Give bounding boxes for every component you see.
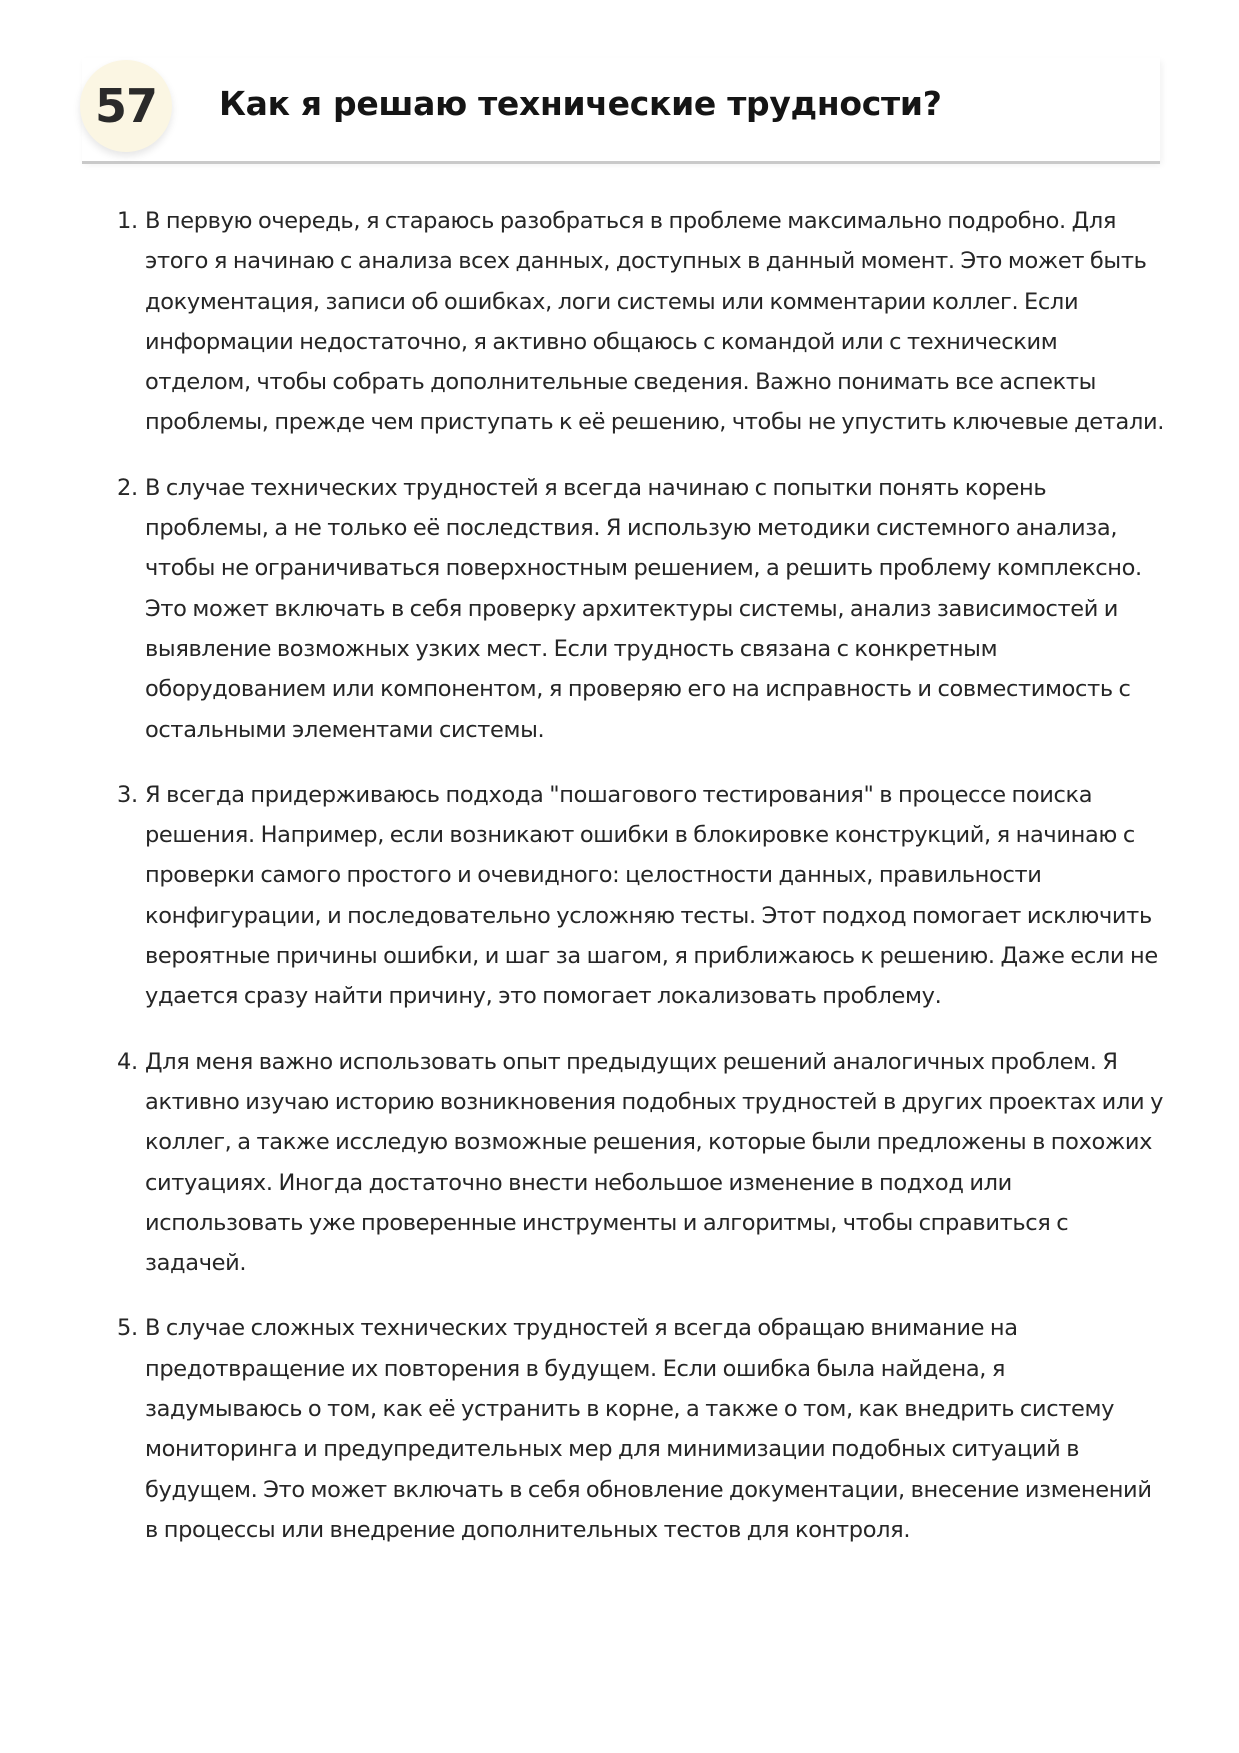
answer-item-1	[116, 201, 1168, 443]
question-number: 57	[94, 79, 157, 133]
answer-item-4	[116, 1042, 1168, 1284]
answer-marker: 4.	[117, 1048, 138, 1075]
answer-list	[116, 201, 1168, 1575]
answer-marker: 5.	[117, 1315, 138, 1342]
answer-marker: 3.	[117, 781, 138, 808]
header-divider	[82, 161, 1160, 164]
answer-text: Я всегда придерживаюсь подхода "пошагового тестирования" в процессе поиска решения. Например, если возникают ошибки в блокировке конструкций, я начинаю с проверки самого простого и очевидного: целостности данных, правильности конфигурации, и последовательно усложняю тесты. Этот подход помогает исключить вероятные причины ошибки, и шаг за шагом, я приближаюсь к решению. Даже если не удается сразу найти причину, это помогает локализовать проблему.	[145, 781, 1158, 1010]
answer-marker: 2.	[117, 474, 138, 501]
answer-item-3	[116, 775, 1168, 1017]
answer-item-2	[116, 468, 1168, 750]
question-number-badge	[80, 60, 172, 152]
answer-item-5	[116, 1308, 1168, 1550]
answer-marker: 1.	[117, 208, 138, 234]
question-title: Как я решаю технические трудности?	[219, 84, 942, 123]
answer-text: Для меня важно использовать опыт предыдущих решений аналогичных проблем. Я активно изучаю историю возникновения подобных трудностей в других проектах или у коллег, а также исследую возможные решения, которые были предложены в похожих ситуациях. Иногда достаточно внести небольшое изменение в подход или использовать уже проверенные инструменты и алгоритмы, чтобы справиться с задачей.	[145, 1048, 1164, 1277]
answer-text: В первую очередь, я стараюсь разобраться в проблеме максимально подробно. Для этого я начинаю с анализа всех данных, доступных в данный момент. Это может быть документация, записи об ошибках, логи системы или комментарии коллег. Если информации недостаточно, я активно общаюсь с командой или с техническим отделом, чтобы собрать дополнительные сведения. Важно понимать все аспекты проблемы, прежде чем приступать к её решению, чтобы не упустить ключевые детали.	[145, 208, 1165, 436]
answer-text: В случае технических трудностей я всегда начинаю с попытки понять корень проблемы, а не только её последствия. Я использую методики системного анализа, чтобы не ограничиваться поверхностным решением, а решить проблему комплексно. Это может включать в себя проверку архитектуры системы, анализ зависимостей и выявление возможных узких мест. Если трудность связана с конкретным оборудованием или компонентом, я проверяю его на исправность и совместимость с остальными элементами системы.	[145, 474, 1142, 743]
answer-text: В случае сложных технических трудностей я всегда обращаю внимание на предотвращение их повторения в будущем. Если ошибка была найдена, я задумываюсь о том, как её устранить в корне, а также о том, как внедрить систему мониторинга и предупредительных мер для минимизации подобных ситуаций в будущем. Это может включать в себя обновление документации, внесение изменений в процессы или внедрение дополнительных тестов для контроля.	[145, 1315, 1152, 1543]
